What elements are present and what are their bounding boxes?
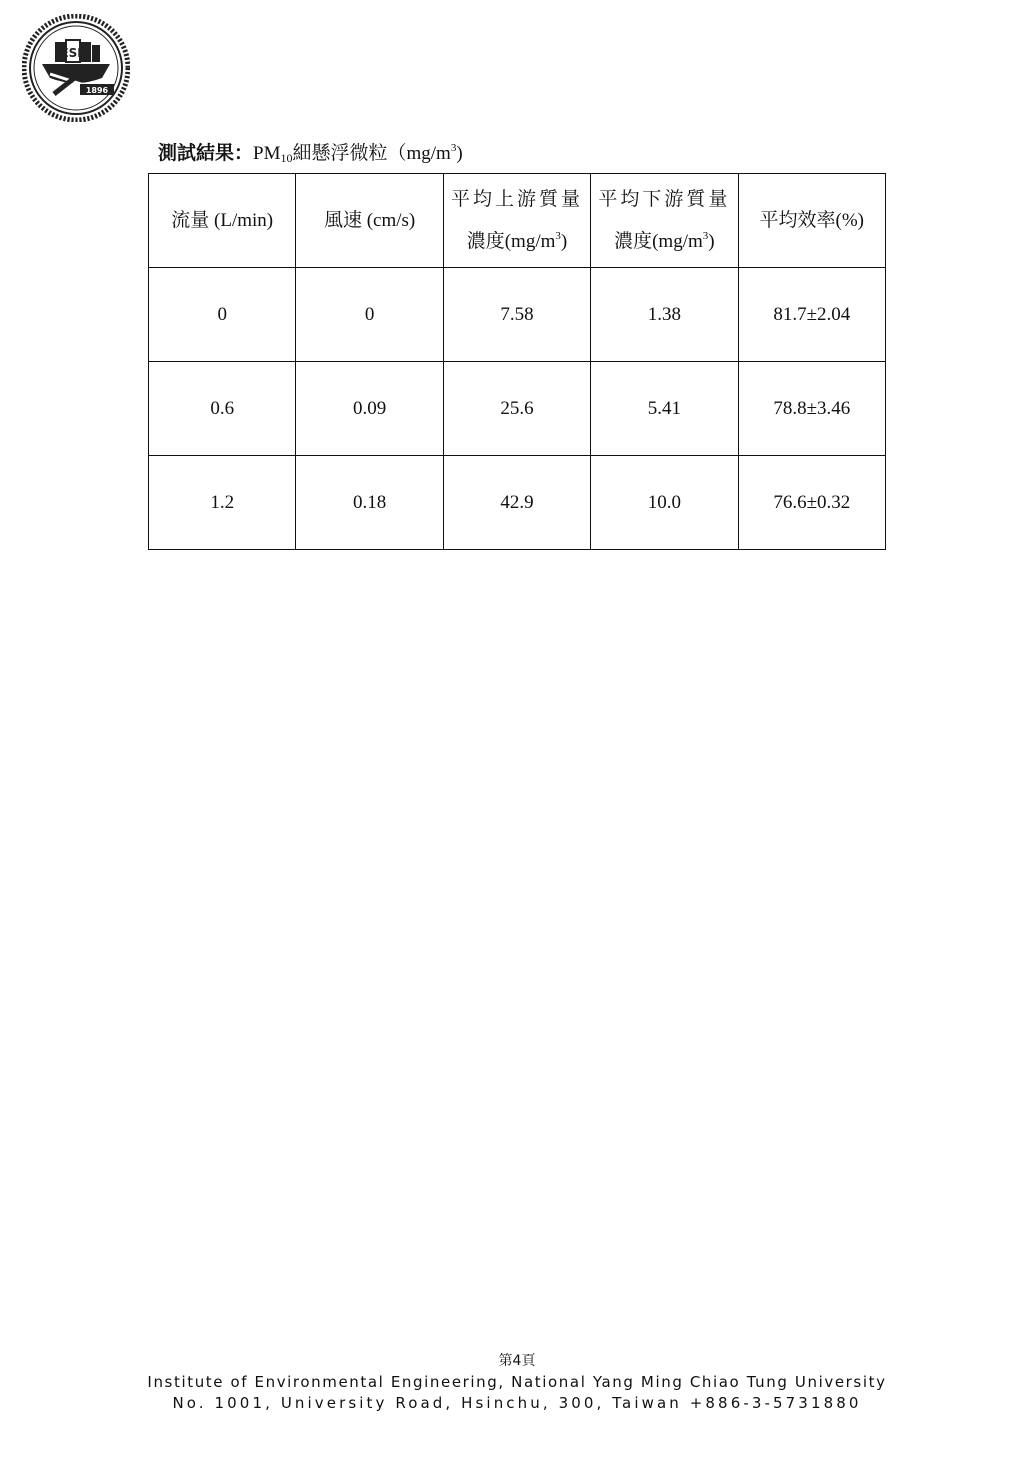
pm-subscript: 10 bbox=[280, 151, 293, 165]
pm-prefix: PM bbox=[253, 143, 281, 164]
cell-efficiency: 78.8±3.46 bbox=[738, 362, 885, 456]
section-label: 測試結果： bbox=[158, 143, 254, 164]
cell-downstream: 10.0 bbox=[591, 456, 738, 550]
cell-wind-speed: 0.18 bbox=[296, 456, 443, 550]
header-downstream-concentration bbox=[591, 174, 738, 268]
cell-wind-speed: 0.09 bbox=[296, 362, 443, 456]
cell-flow-rate: 1.2 bbox=[149, 456, 296, 550]
page-number: 第4頁 bbox=[498, 1353, 536, 1369]
header-flow-rate bbox=[149, 174, 296, 268]
table-row bbox=[149, 268, 886, 362]
header-average-efficiency bbox=[738, 174, 885, 268]
table-row bbox=[149, 456, 886, 550]
results-table bbox=[148, 173, 886, 550]
ese-seal-logo-icon bbox=[22, 14, 130, 122]
cell-wind-speed: 0 bbox=[296, 268, 443, 362]
header-downstream-line2: 濃度$(mg/m^3)$ bbox=[614, 230, 715, 252]
logo-text: ESE bbox=[60, 46, 86, 60]
cell-upstream: 42.9 bbox=[443, 456, 590, 550]
header-wind-speed-label: 風速 (cm/s) bbox=[323, 210, 416, 231]
header-efficiency-label: 平均效率(%) bbox=[759, 210, 865, 231]
section-close: ) bbox=[456, 143, 463, 164]
table-row bbox=[149, 362, 886, 456]
cell-downstream: 1.38 bbox=[591, 268, 738, 362]
cell-efficiency: 76.6±0.32 bbox=[738, 456, 885, 550]
cell-efficiency: 81.7±2.04 bbox=[738, 268, 885, 362]
cell-downstream: 5.41 bbox=[591, 362, 738, 456]
table-header-row bbox=[149, 174, 886, 268]
cell-upstream: 7.58 bbox=[443, 268, 590, 362]
header-flow-rate-label: 流量 (L/min) bbox=[171, 210, 274, 231]
cell-flow-rate: 0 bbox=[149, 268, 296, 362]
footer-address: No. 1001, University Road, Hsinchu, 300, Taiwan +886-3-5731880 bbox=[172, 1394, 862, 1412]
header-wind-speed bbox=[296, 174, 443, 268]
header-upstream-line1: 平均上游質量 bbox=[450, 189, 583, 210]
cell-upstream: 25.6 bbox=[443, 362, 590, 456]
cell-flow-rate: 0.6 bbox=[149, 362, 296, 456]
header-upstream-concentration bbox=[443, 174, 590, 268]
header-downstream-line1: 平均下游質量 bbox=[598, 189, 731, 210]
logo-year: 1896 bbox=[85, 86, 109, 95]
header-upstream-line2: 濃度$(mg/m^3)$ bbox=[466, 230, 568, 252]
pm-description: 細懸浮微粒（mg/m bbox=[292, 143, 451, 164]
footer-institute: Institute of Environmental Engineering, National Yang Ming Chiao Tung University bbox=[147, 1373, 887, 1391]
section-title bbox=[158, 138, 463, 166]
unit-superscript: 3 bbox=[450, 142, 457, 154]
